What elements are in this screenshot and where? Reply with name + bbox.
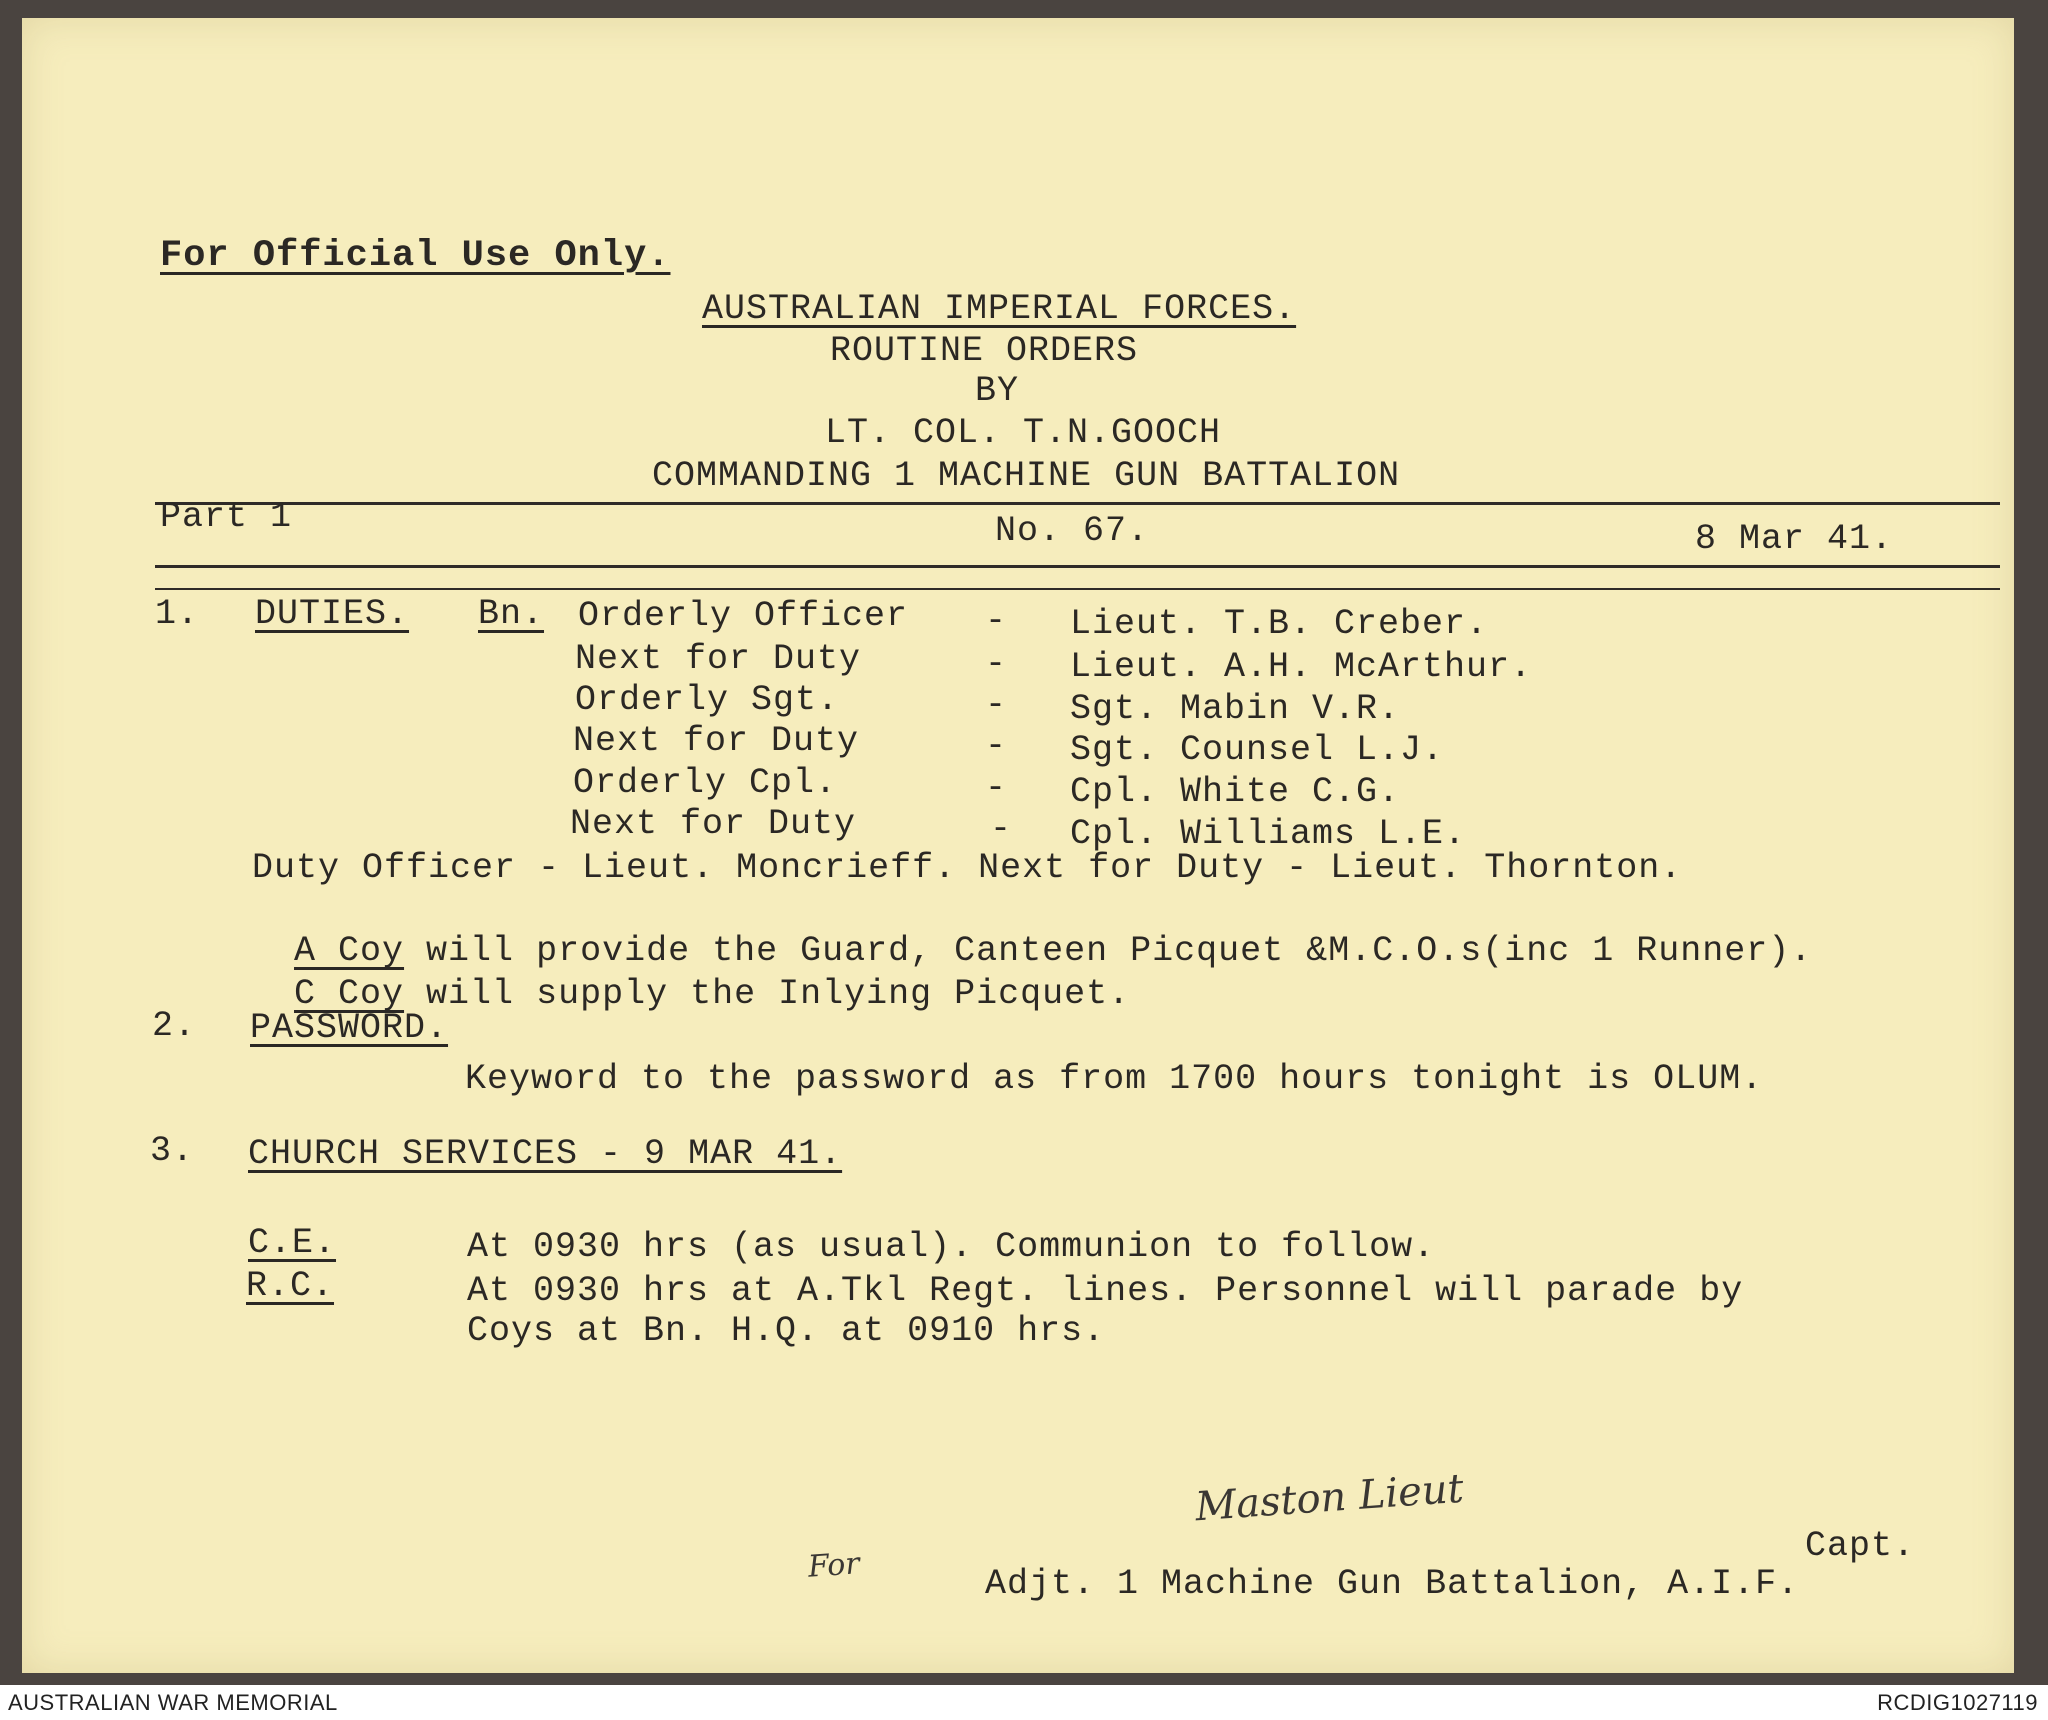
duty-dash: - — [985, 601, 1008, 641]
section-number-3: 3. — [150, 1131, 195, 1171]
duty-name: Lieut. T.B. Creber. — [1070, 604, 1489, 644]
header-rule-bottom — [155, 588, 2000, 590]
handwritten-signature: Maston Lieut — [1193, 1465, 1466, 1531]
duty-role: Orderly Officer — [578, 596, 909, 636]
duty-dash: - — [985, 644, 1008, 684]
header-rule-top — [155, 502, 2000, 505]
routine-orders-title: ROUTINE ORDERS — [830, 331, 1139, 371]
password-text: Keyword to the password as from 1700 hours tonight is OLUM. — [465, 1059, 1764, 1099]
duty-role: Orderly Sgt. — [575, 680, 840, 720]
order-number: No. 67. — [995, 511, 1150, 551]
official-use-heading: For Official Use Only. — [160, 235, 671, 277]
ce-label: C.E. — [248, 1223, 337, 1263]
section-number-1: 1. — [155, 594, 200, 634]
handwritten-for: For — [806, 1546, 861, 1585]
duty-role: Next for Duty — [573, 721, 860, 761]
duty-name: Sgt. Mabin V.R. — [1070, 689, 1401, 729]
duty-role: Next for Duty — [570, 804, 857, 844]
part-label: Part 1 — [160, 497, 293, 537]
duty-dash: - — [985, 768, 1008, 808]
duty-dash: - — [985, 685, 1008, 725]
church-heading: CHURCH SERVICES - 9 MAR 41. — [248, 1134, 843, 1174]
ce-text: At 0930 hrs (as usual). Communion to follow. — [467, 1227, 1436, 1267]
rank-label: Capt. — [1805, 1526, 1916, 1566]
duty-dash: - — [990, 809, 1013, 849]
duty-name: Cpl. Williams L.E. — [1070, 814, 1467, 854]
adjutant-line: Adjt. 1 Machine Gun Battalion, A.I.F. — [985, 1564, 1800, 1604]
duties-heading: DUTIES. — [255, 594, 410, 634]
rc-label: R.C. — [246, 1266, 335, 1306]
password-heading: PASSWORD. — [250, 1008, 449, 1048]
duty-officer-line: Duty Officer - Lieut. Moncrieff. Next for Duty - Lieut. Thornton. — [252, 848, 1683, 888]
duty-name: Sgt. Counsel L.J. — [1070, 730, 1445, 770]
rc-text-line-1: At 0930 hrs at A.Tkl Regt. lines. Personnel will parade by — [467, 1271, 1744, 1311]
archive-label: AUSTRALIAN WAR MEMORIAL — [8, 1690, 338, 1715]
c-coy-label: C Coy — [294, 974, 405, 1014]
battalion-label: Bn. — [478, 594, 545, 634]
rc-text-line-2: Coys at Bn. H.Q. at 0910 hrs. — [467, 1311, 1106, 1351]
duty-name: Lieut. A.H. McArthur. — [1070, 647, 1533, 687]
org-heading: AUSTRALIAN IMPERIAL FORCES. — [702, 289, 1297, 329]
command-line: COMMANDING 1 MACHINE GUN BATTALION — [652, 456, 1401, 496]
a-coy-label: A Coy — [294, 931, 405, 971]
header-rule-mid — [155, 565, 2000, 568]
c-coy-text: will supply the Inlying Picquet. — [404, 974, 1131, 1014]
duty-role: Next for Duty — [575, 639, 862, 679]
duty-name: Cpl. White C.G. — [1070, 772, 1401, 812]
duty-dash: - — [985, 726, 1008, 766]
duty-role: Orderly Cpl. — [573, 763, 838, 803]
order-date: 8 Mar 41. — [1695, 519, 1894, 559]
section-number-2: 2. — [152, 1006, 197, 1046]
officer-name: LT. COL. T.N.GOOCH — [825, 413, 1222, 453]
by-label: BY — [975, 371, 1020, 411]
a-coy-text: will provide the Guard, Canteen Picquet &M.C.O.s(inc 1 Runner). — [404, 931, 1813, 971]
archive-id: RCDIG1027119 — [1877, 1690, 2038, 1715]
